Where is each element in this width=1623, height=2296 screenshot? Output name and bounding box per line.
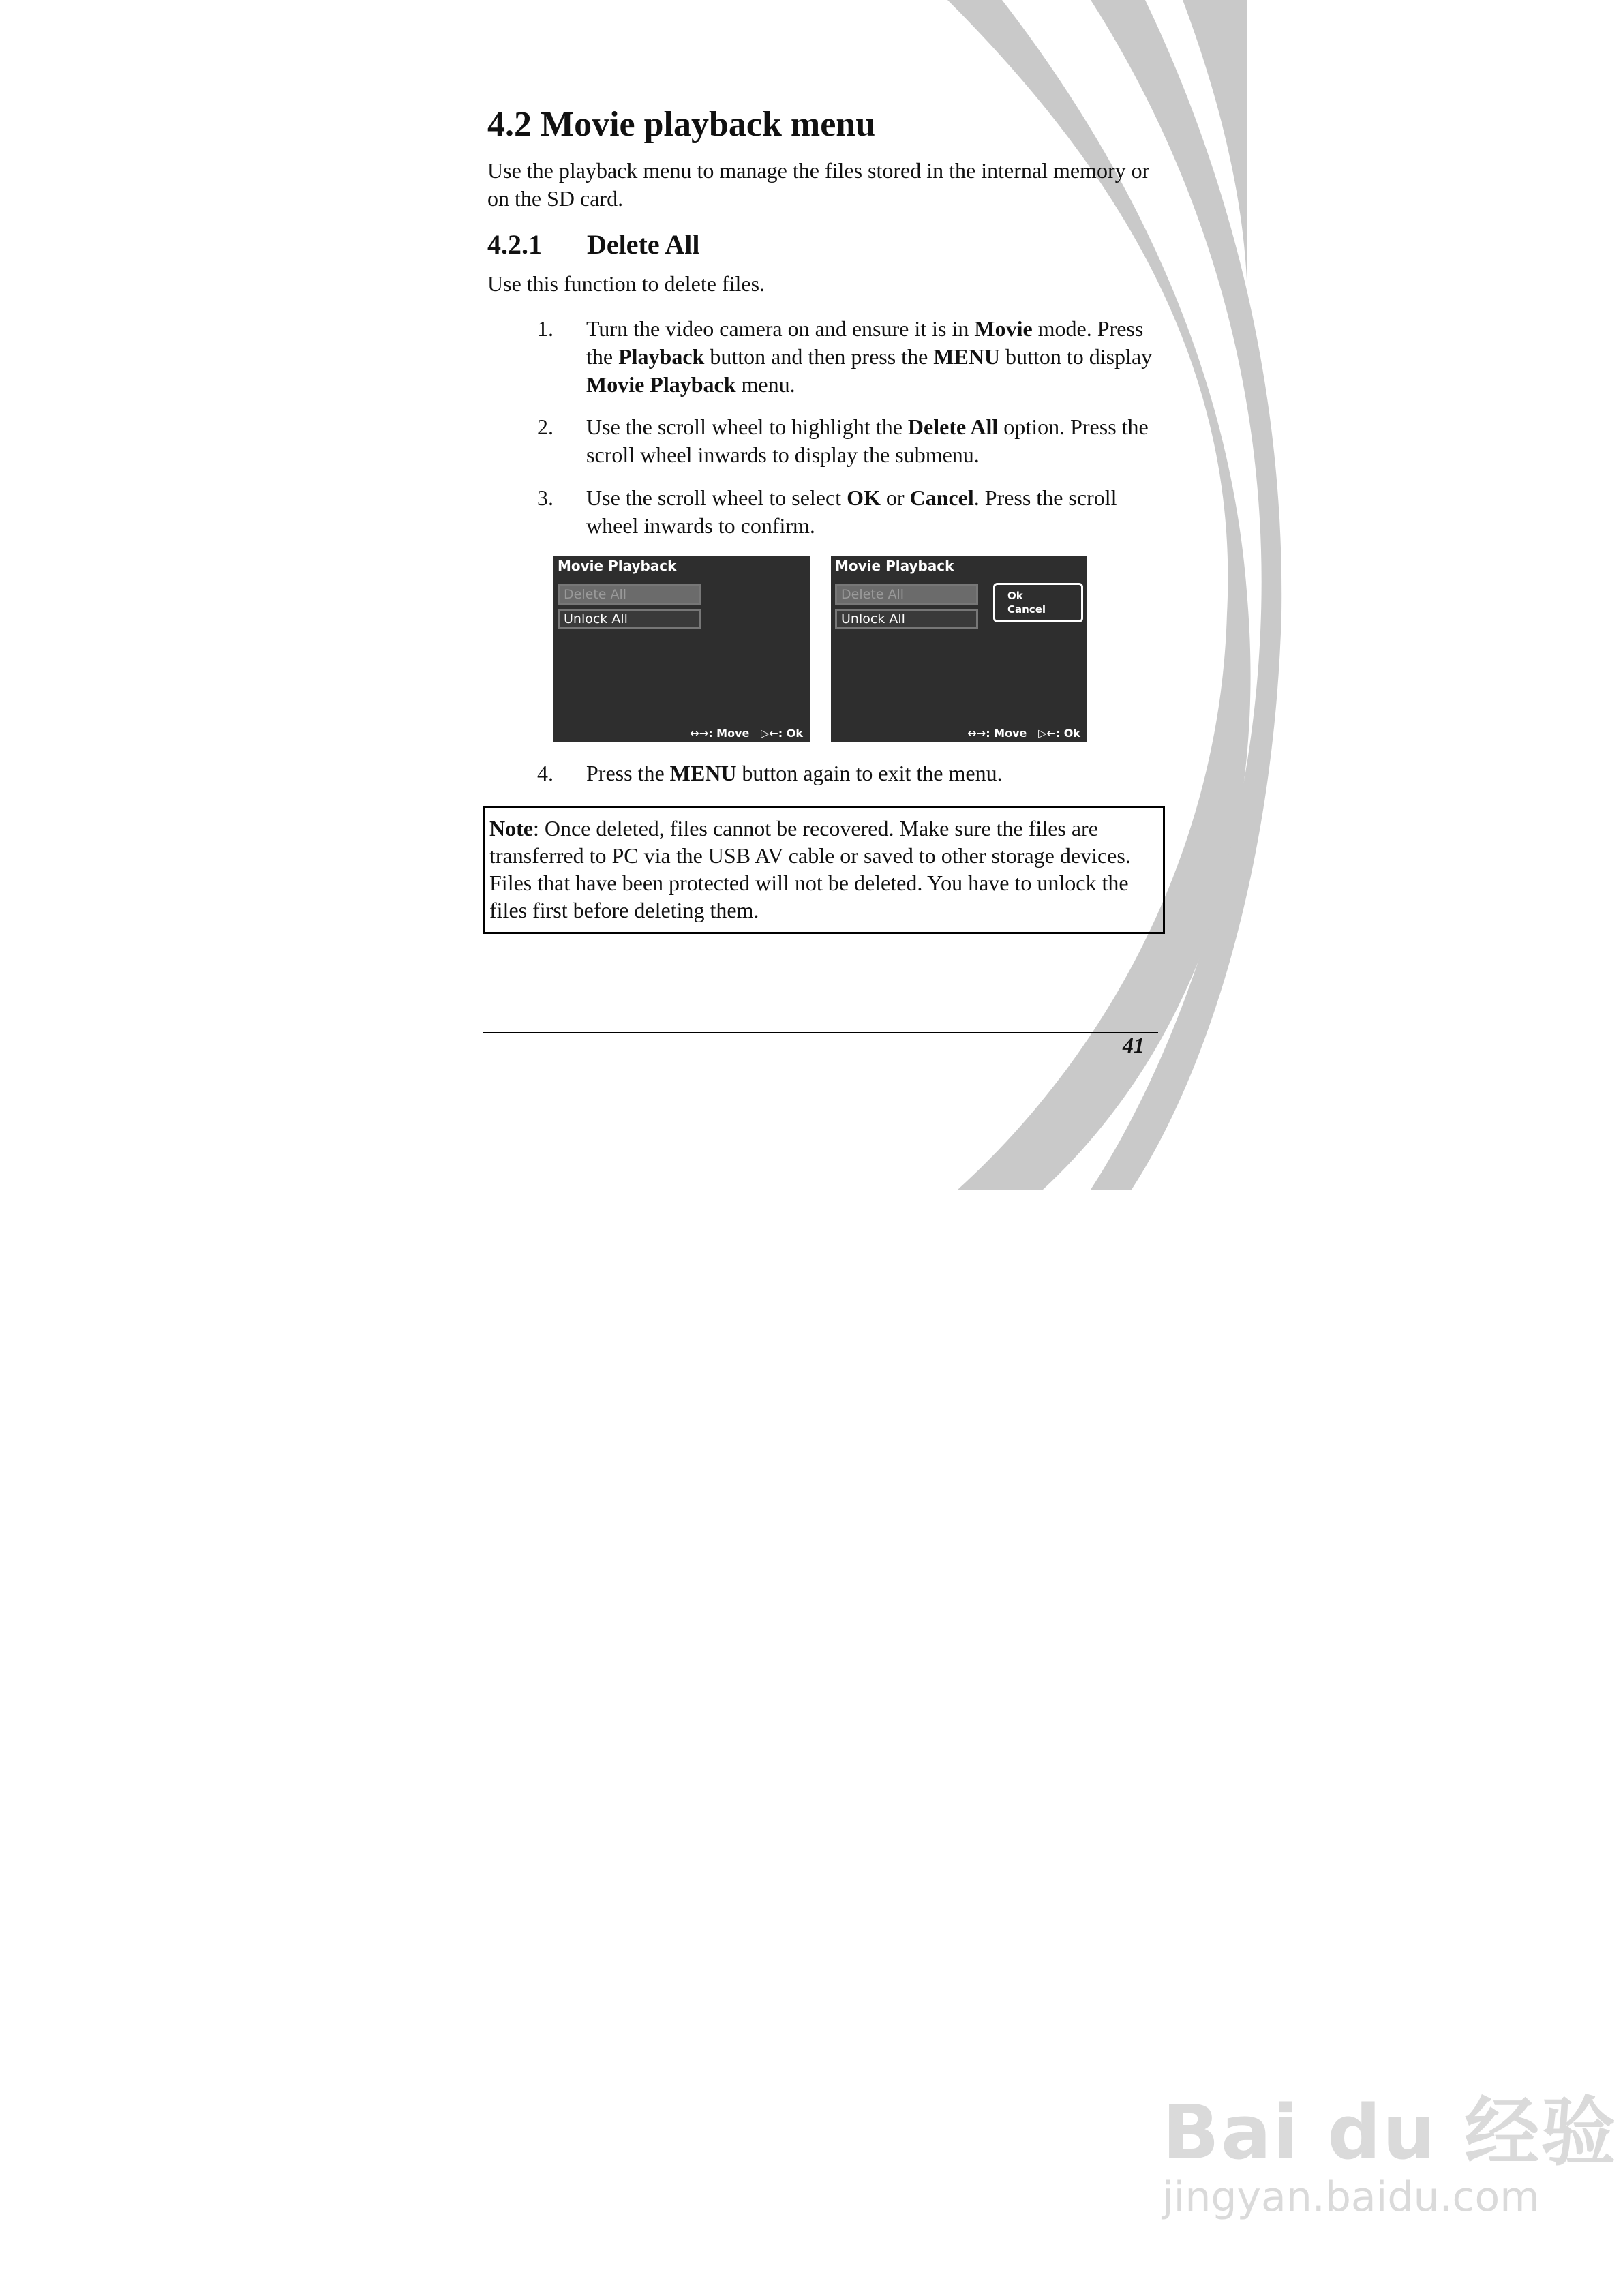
- step-number: 3.: [537, 485, 553, 510]
- menu-item-delete-all: Delete All: [558, 584, 701, 605]
- note-label: Note: [489, 816, 533, 841]
- menu-item-unlock-all: Unlock All: [558, 609, 701, 629]
- step-number: 2.: [537, 414, 553, 439]
- popup-option-cancel: Cancel: [1007, 603, 1046, 616]
- page-number: 41: [1123, 1033, 1144, 1057]
- section-description-text: Use this function to delete files.: [487, 271, 765, 296]
- step-text: Use the scroll wheel to select OK or Cancel. Press the scroll wheel inwards to confirm.: [586, 485, 1117, 538]
- note-text: Note: Once deleted, files cannot be recovered. Make sure the files are transferred to PC via the USB AV cable or saved to other storage devices. Files that have been protected will not be deleted. You have to unlock the files first before deleting them.: [489, 816, 1131, 922]
- move-hint: ↔→: Move: [967, 727, 1027, 740]
- page-title: 4.2 Movie playback menu: [487, 105, 876, 144]
- confirm-popup: [993, 583, 1083, 622]
- step-number: 4.: [537, 761, 553, 785]
- menu-item-unlock-all: Unlock All: [835, 609, 978, 629]
- watermark-url: jingyan.baidu.com: [1162, 2173, 1540, 2221]
- ok-hint: ▷←: Ok: [1038, 727, 1080, 740]
- footer-divider: [483, 1032, 1158, 1033]
- screenshot-movie-playback-menu: [553, 556, 810, 742]
- step-number: 1.: [537, 316, 553, 341]
- popup-option-ok: Ok: [1007, 590, 1023, 602]
- screen-footer-hints: [967, 727, 1080, 740]
- section-number: 4.2.1: [487, 229, 542, 260]
- section-heading: [487, 227, 700, 262]
- screen-footer-hints: [690, 727, 803, 740]
- watermark-brand: Bai du 经验: [1162, 2089, 1618, 2176]
- ok-hint: ▷←: Ok: [761, 727, 803, 740]
- menu-item-delete-all: Delete All: [835, 584, 978, 605]
- intro-text: Use the playback menu to manage the files stored in the internal memory or on the SD card.: [487, 158, 1150, 211]
- note-box: [483, 806, 1165, 934]
- step-text: Turn the video camera on and ensure it is in Movie mode. Press the Playback button and then press the MENU button to display Movie Playback menu.: [586, 316, 1153, 397]
- section-description: [487, 270, 765, 298]
- intro-paragraph: [487, 157, 1169, 213]
- step-text: Use the scroll wheel to highlight the Delete All option. Press the scroll wheel inwards to display the submenu.: [586, 414, 1149, 467]
- screen-header: Movie Playback: [835, 558, 954, 574]
- screen-header: Movie Playback: [558, 558, 677, 574]
- step-text: Press the MENU button again to exit the menu.: [586, 761, 1003, 785]
- screenshot-delete-submenu: [831, 556, 1087, 742]
- section-title: Delete All: [587, 229, 700, 260]
- move-hint: ↔→: Move: [690, 727, 750, 740]
- baidu-watermark: [1162, 2072, 1617, 2221]
